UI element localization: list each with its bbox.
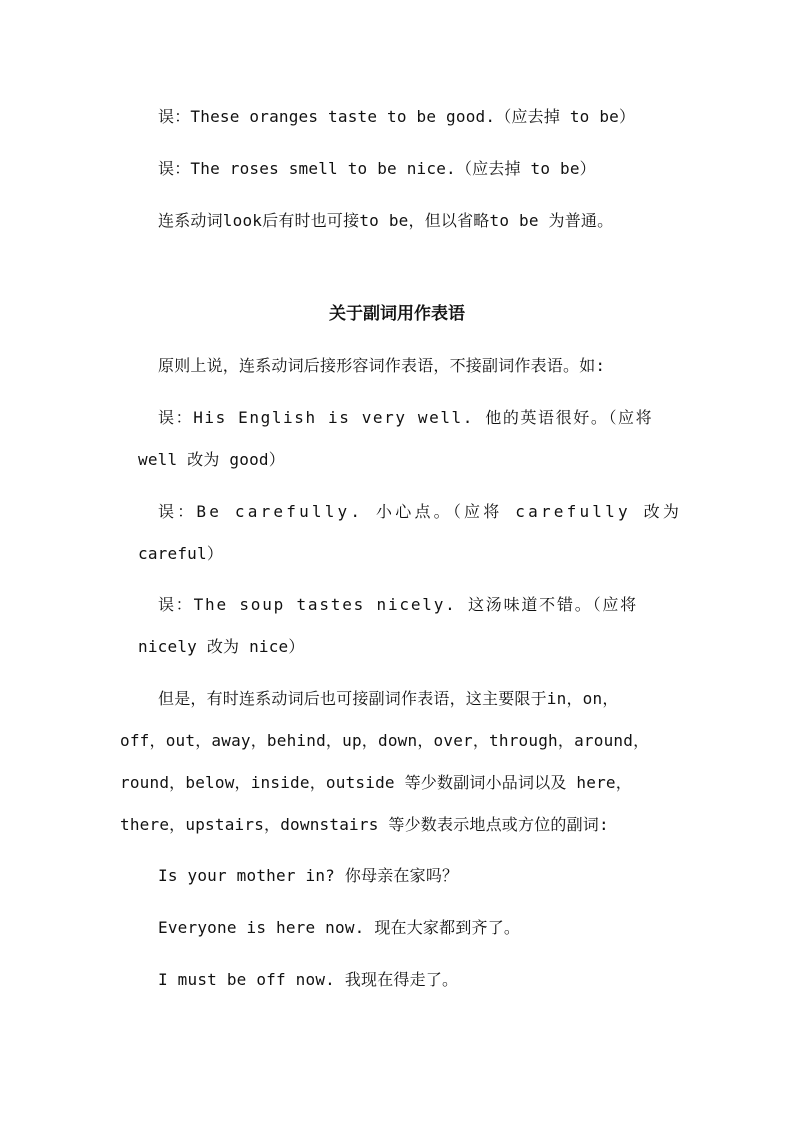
example-error-english: 误：His English is very well. 他的英语很好。（应将 — [158, 408, 654, 427]
example-mother-in: Is your mother in? 你母亲在家吗？ — [158, 866, 459, 885]
principle-paragraph: 原则上说，连系动词后接形容词作表语，不接副词作表语。如: — [158, 356, 606, 375]
example-error-soup: 误：The soup tastes nicely. 这汤味道不错。（应将 — [158, 595, 638, 614]
example-everyone-here: Everyone is here now. 现在大家都到齐了。 — [158, 918, 521, 937]
example-must-be-off: I must be off now. 我现在得走了。 — [158, 970, 459, 989]
section-heading: 关于副词用作表语 — [329, 304, 465, 324]
example-error-soup-cont: nicely 改为 nice） — [138, 637, 305, 656]
example-error-roses: 误：The roses smell to be nice.（应去掉 to be） — [158, 159, 596, 178]
example-error-carefully: 误：Be carefully. 小心点。（应将 carefully 改为 — [158, 502, 683, 521]
example-error-english-cont: well 改为 good） — [138, 450, 285, 469]
exception-paragraph-line-2: off，out，away，behind，up，down，over，through，around， — [120, 731, 650, 750]
exception-paragraph-line-4: there，upstairs，downstairs 等少数表示地点或方位的副词: — [120, 815, 609, 834]
exception-paragraph-line-3: round，below，inside，outside 等少数副词小品词以及 here， — [120, 773, 632, 792]
note-look-to-be: 连系动词look后有时也可接to be，但以省略to be 为普通。 — [158, 211, 614, 230]
exception-paragraph-line-1: 但是，有时连系动词后也可接副词作表语，这主要限于in，on， — [158, 689, 619, 708]
example-error-oranges: 误：These oranges taste to be good.（应去掉 to be） — [158, 107, 636, 126]
example-error-carefully-cont: careful） — [138, 544, 224, 563]
